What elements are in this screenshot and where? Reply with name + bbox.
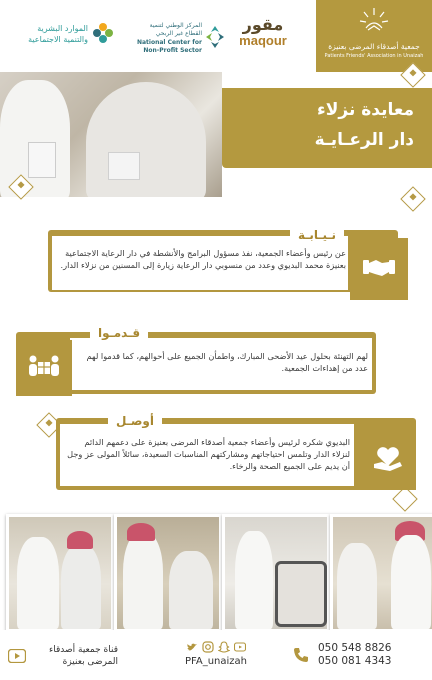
hero-photo-gift-bag <box>28 142 56 178</box>
hero-photo <box>0 72 222 197</box>
section-3-title: أوصـل <box>108 414 162 428</box>
ncnp-logo <box>124 20 228 64</box>
twitter-icon <box>186 638 198 652</box>
maqour-logo <box>232 16 294 66</box>
hero-title-box <box>222 88 432 168</box>
maqour-logo-en: maqour <box>239 33 287 48</box>
ncnp-text-en-1: National Center for <box>136 39 202 46</box>
heart-hand-icon <box>372 444 404 476</box>
ncnp-arrows-icon <box>204 24 226 50</box>
hero-photo-figure-1 <box>0 80 70 197</box>
youtube-link[interactable] <box>6 642 118 672</box>
section-2-title: قـدمـوا <box>90 326 148 340</box>
photo-4-figure-2 <box>391 535 431 629</box>
hrsd-text-2: والتنمية الاجتماعية <box>28 35 88 44</box>
social-icons <box>186 638 246 652</box>
section-2-icon-box <box>16 340 72 396</box>
photo-1-figure <box>17 537 59 629</box>
association-name-ar: جمعية أصدقاء المرضى بعنيزة <box>328 42 420 51</box>
association-emblem-icon <box>358 6 390 38</box>
section-3-text: البديوي شكره لرئيس وأعضاء جمعية أصدقاء المرضى بعنيزة على دعمهم الدائم لنزلاء الدار وتلمس احتياجاتهم ومشاركتهم المناسبات السعيدة، سائلاً المولى عز وجل أن يديم على الجميع الصحة والرخاء. <box>67 437 350 471</box>
decor-diamond-right-2 <box>392 486 417 511</box>
footer <box>0 630 432 680</box>
phone-icon <box>292 646 310 668</box>
youtube-small-icon <box>234 638 246 652</box>
photo-2-figure-2 <box>169 551 213 629</box>
hero-title-line-1: معايدة نزلاء <box>317 100 414 120</box>
association-name-en: Patients Friends' Association in Unaizah <box>324 53 424 59</box>
association-logo <box>316 0 432 72</box>
ncnp-text-ar-2: القطاع غير الربحي <box>155 30 202 37</box>
photo-1-figure-2 <box>61 545 101 629</box>
photo-3-figure <box>235 531 273 629</box>
section-1-title: نـيـابـة <box>290 228 344 242</box>
photo-3-wheelchair <box>275 561 327 627</box>
phone-1: 050 548 8826 <box>318 642 392 654</box>
gift-people-icon <box>27 352 61 384</box>
youtube-text-1: قناة جمعية أصدقاء <box>49 645 118 655</box>
section-1-text: عن رئيس وأعضاء الجمعية، نفذ مسؤول البرامج والأنشطة في دار الرعاية الاجتماعية بعنيزة محمد البديوي وعدد من منسوبي دار الرعاية زيارة إلى المسنين من نزلاء الدار. <box>60 248 346 270</box>
hero-photo-gift-box <box>108 152 140 180</box>
social-handle: PFA_unaizah <box>184 656 247 667</box>
photo-2-headscarf <box>127 523 155 541</box>
decor-diamond-right-1 <box>400 186 425 211</box>
youtube-text-2: المرضى بعنيزة <box>62 657 118 667</box>
photo-4-figure <box>337 543 377 629</box>
hrsd-logo <box>8 18 120 58</box>
photo-2 <box>114 514 222 632</box>
section-1-icon-box <box>350 238 408 300</box>
section-2-text: لهم التهنئة بحلول عيد الأضحى المبارك، واطمأن الجميع على أحوالهم، كما قدموا لهم عدد من إهداءات الجمعية. <box>86 351 368 373</box>
phone-contact[interactable] <box>290 640 426 674</box>
photo-1 <box>6 514 114 632</box>
hero-title-line-2: دار الرعـايـة <box>314 130 414 150</box>
ncnp-text-en-2: Non-Profit Sector <box>143 47 202 54</box>
youtube-icon <box>8 648 26 667</box>
section-3-icon-box <box>360 430 416 490</box>
hero-photo-figure-2 <box>86 82 206 197</box>
photo-1-headscarf <box>67 531 93 549</box>
hrsd-text-1: الموارد البشرية <box>37 24 88 33</box>
snapchat-icon <box>218 638 230 652</box>
hrsd-flower-icon <box>90 20 116 46</box>
photo-4 <box>330 514 432 632</box>
photo-2-figure <box>123 533 163 629</box>
phone-2: 050 081 4343 <box>318 655 392 667</box>
handshake-icon <box>362 254 396 284</box>
maqour-logo-ar: مقور <box>242 15 284 34</box>
instagram-icon <box>202 638 214 652</box>
photo-3 <box>222 514 330 632</box>
social-link[interactable] <box>168 638 264 674</box>
ncnp-text-ar-1: المركز الوطني لتنمية <box>149 22 202 29</box>
